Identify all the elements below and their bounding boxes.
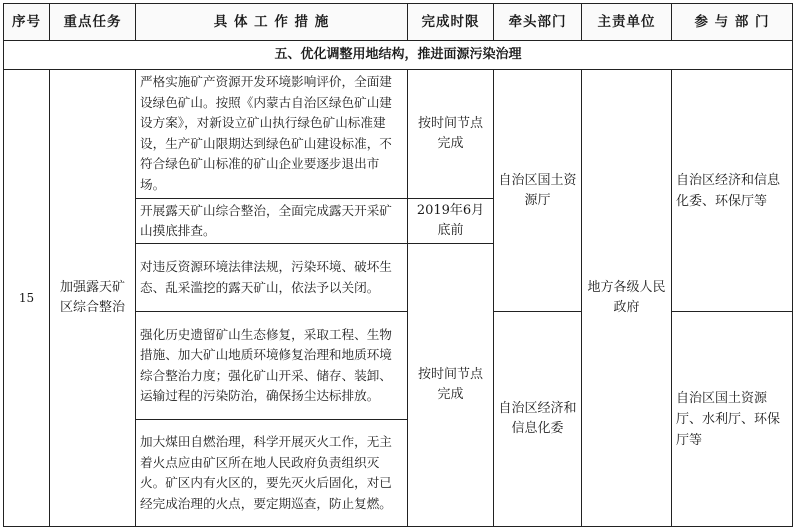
measure-cell: 加大煤田自燃治理，科学开展灭火工作，无主着火点应由矿区所在地人民政府负责组织灭火。矿区内有火区的，要先灭火后固化，对已经完成治理的火点，要定期巡查，防止复燃。 [136, 420, 408, 527]
task-cell: 加强露天矿区综合整治 [50, 69, 136, 526]
serial-cell: 15 [4, 69, 50, 526]
header-row [4, 4, 793, 41]
header-lead-dept: 牵头部门 [494, 4, 582, 41]
header-serial: 序号 [4, 4, 50, 41]
lead-dept-cell: 自治区国土资源厅 [494, 69, 582, 311]
responsible-cell: 地方各级人民政府 [582, 69, 672, 526]
deadline-cell: 按时间节点完成 [408, 244, 494, 527]
work-measures-table [3, 3, 793, 527]
header-deadline: 完成时限 [408, 4, 494, 41]
table-row [4, 69, 793, 198]
section-row [4, 41, 793, 70]
deadline-cell: 按时间节点完成 [408, 69, 494, 198]
section-title: 五、优化调整用地结构，推进面源污染治理 [4, 41, 793, 70]
header-responsible: 主责单位 [582, 4, 672, 41]
measure-cell: 强化历史遗留矿山生态修复，采取工程、生物措施、加大矿山地质环境修复治理和地质环境综合整治力度；强化矿山开采、储存、装卸、运输过程的污染防治，确保扬尘达标排放。 [136, 312, 408, 420]
lead-dept-cell: 自治区经济和信息化委 [494, 312, 582, 527]
measure-cell: 对违反资源环境法律法规，污染环境、破坏生态、乱采滥挖的露天矿山，依法予以关闭。 [136, 244, 408, 312]
measure-cell: 严格实施矿产资源开发环境影响评价，全面建设绿色矿山。按照《内蒙古自治区绿色矿山建设方案》，对新设立矿山执行绿色矿山标准建设，生产矿山限期达到绿色矿山建设标准，不符合绿色矿山标准的矿山企业要逐步退出市场。 [136, 69, 408, 198]
deadline-cell: 2019年6月底前 [408, 199, 494, 244]
header-task: 重点任务 [50, 4, 136, 41]
header-participants: 参 与 部 门 [672, 4, 793, 41]
measure-cell: 开展露天矿山综合整治，全面完成露天开采矿山摸底排查。 [136, 199, 408, 244]
participants-cell: 自治区经济和信息化委、环保厅等 [672, 69, 793, 311]
header-measures: 具 体 工 作 措 施 [136, 4, 408, 41]
participants-cell: 自治区国土资源厅、水利厅、环保厅等 [672, 312, 793, 527]
